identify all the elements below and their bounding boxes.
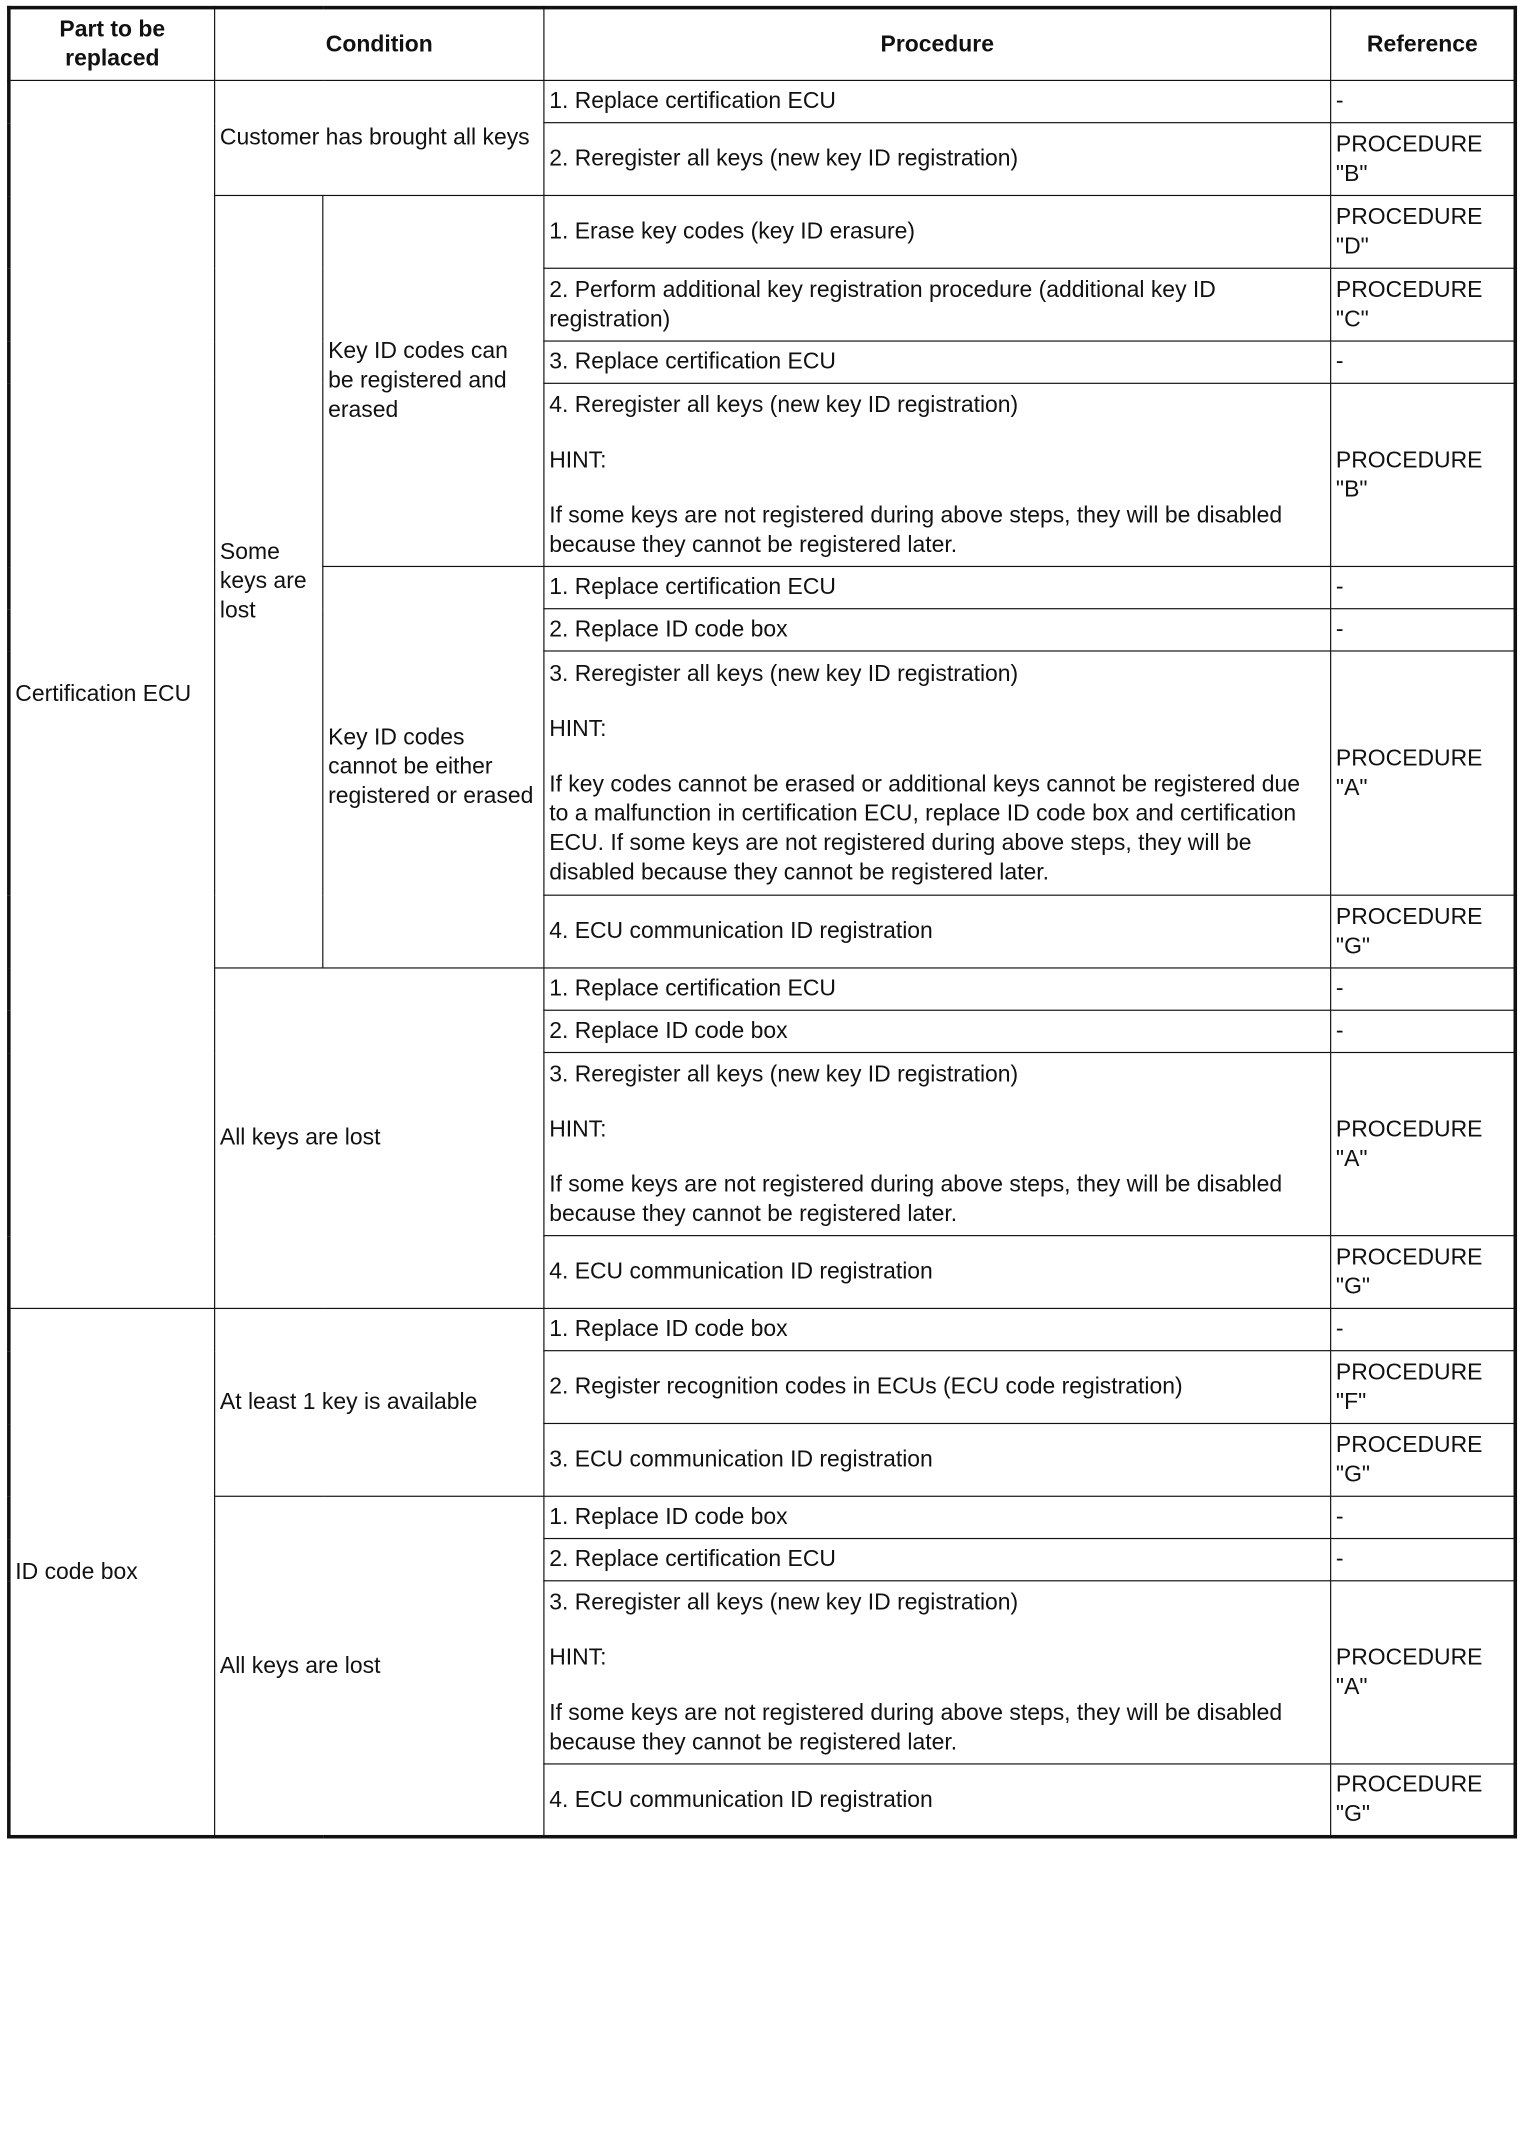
reference-cell: - bbox=[1331, 1496, 1516, 1538]
step-text: 4. Reregister all keys (new key ID registration) bbox=[549, 391, 1019, 418]
reference-cell: - bbox=[1331, 968, 1516, 1010]
hint-text: If key codes cannot be erased or additional keys cannot be registered due to a malfunction in certification ECU, replace ID code box and certification ECU. If some keys are not registered during above steps, they will be disabled because they cannot be registered later. bbox=[549, 770, 1301, 885]
reference-cell: - bbox=[1331, 1308, 1516, 1350]
reference-cell: PROCEDURE "A" bbox=[1331, 1581, 1516, 1764]
reference-cell: - bbox=[1331, 609, 1516, 651]
hint-label: HINT: bbox=[549, 446, 607, 473]
reference-cell: - bbox=[1331, 566, 1516, 608]
procedure-step: 2. Replace ID code box bbox=[544, 1010, 1331, 1052]
reference-cell: - bbox=[1331, 341, 1516, 383]
procedure-step: 4. ECU communication ID registration bbox=[544, 1764, 1331, 1837]
procedure-step: 1. Replace certification ECU bbox=[544, 566, 1331, 608]
procedure-step: 1. Replace ID code box bbox=[544, 1308, 1331, 1350]
hint-label: HINT: bbox=[549, 715, 607, 742]
table-row bbox=[9, 1496, 1515, 1538]
reference-cell: - bbox=[1331, 1010, 1516, 1052]
table-row bbox=[9, 968, 1515, 1010]
procedure-step: 3. Replace certification ECU bbox=[544, 341, 1331, 383]
condition-at-least-one-key: At least 1 key is available bbox=[215, 1308, 544, 1496]
condition-all-keys-lost-box: All keys are lost bbox=[215, 1496, 544, 1836]
procedure-step: 2. Reregister all keys (new key ID registration) bbox=[544, 123, 1331, 196]
reference-cell: PROCEDURE "A" bbox=[1331, 1052, 1516, 1235]
reference-cell: PROCEDURE "C" bbox=[1331, 268, 1516, 341]
procedure-step: 2. Perform additional key registration procedure (additional key ID registration) bbox=[544, 268, 1331, 341]
hint-text: If some keys are not registered during above steps, they will be disabled because they cannot be registered later. bbox=[549, 501, 1283, 558]
header-condition: Condition bbox=[215, 8, 544, 81]
reference-cell: PROCEDURE "G" bbox=[1331, 1236, 1516, 1309]
reference-cell: PROCEDURE "G" bbox=[1331, 1764, 1516, 1837]
step-text: 3. Reregister all keys (new key ID registration) bbox=[549, 1060, 1019, 1087]
procedure-step: 4. ECU communication ID registration bbox=[544, 895, 1331, 968]
procedure-step: 2. Replace certification ECU bbox=[544, 1539, 1331, 1581]
header-part: Part to be replaced bbox=[9, 8, 215, 81]
condition-some-keys-lost: Some keys are lost bbox=[215, 195, 323, 967]
reference-cell: PROCEDURE "B" bbox=[1331, 383, 1516, 566]
step-text: 3. Reregister all keys (new key ID registration) bbox=[549, 660, 1019, 687]
condition-customer-all-keys: Customer has brought all keys bbox=[215, 80, 544, 195]
table-row bbox=[9, 195, 1515, 268]
procedure-step: 2. Replace ID code box bbox=[544, 609, 1331, 651]
hint-text: If some keys are not registered during above steps, they will be disabled because they cannot be registered later. bbox=[549, 1699, 1283, 1755]
key-registration-table bbox=[7, 6, 1517, 1839]
header-reference: Reference bbox=[1331, 8, 1516, 81]
procedure-step: 1. Replace certification ECU bbox=[544, 968, 1331, 1010]
procedure-step: 1. Replace certification ECU bbox=[544, 80, 1331, 122]
procedure-step: 3. ECU communication ID registration bbox=[544, 1423, 1331, 1496]
condition-can-register: Key ID codes can be registered and erased bbox=[323, 195, 544, 566]
reference-cell: - bbox=[1331, 80, 1516, 122]
reference-cell: - bbox=[1331, 1539, 1516, 1581]
procedure-step: 4. ECU communication ID registration bbox=[544, 1236, 1331, 1309]
table-row bbox=[9, 1308, 1515, 1350]
hint-label: HINT: bbox=[549, 1115, 607, 1142]
condition-all-keys-lost: All keys are lost bbox=[215, 968, 544, 1308]
reference-cell: PROCEDURE "B" bbox=[1331, 123, 1516, 196]
procedure-step: 1. Replace ID code box bbox=[544, 1496, 1331, 1538]
part-id-code-box: ID code box bbox=[9, 1308, 215, 1836]
procedure-step-with-hint bbox=[544, 383, 1331, 566]
hint-text: If some keys are not registered during above steps, they will be disabled because they cannot be registered later. bbox=[549, 1171, 1283, 1227]
reference-cell: PROCEDURE "F" bbox=[1331, 1351, 1516, 1424]
procedure-step: 2. Register recognition codes in ECUs (ECU code registration) bbox=[544, 1351, 1331, 1424]
header-row bbox=[9, 8, 1515, 81]
table-row bbox=[9, 80, 1515, 122]
reference-cell: PROCEDURE "D" bbox=[1331, 195, 1516, 268]
procedure-step: 1. Erase key codes (key ID erasure) bbox=[544, 195, 1331, 268]
procedure-step-with-hint bbox=[544, 1581, 1331, 1764]
header-procedure: Procedure bbox=[544, 8, 1331, 81]
condition-cannot-register: Key ID codes cannot be either registered or erased bbox=[323, 566, 544, 968]
procedure-step-with-hint bbox=[544, 1052, 1331, 1235]
hint-label: HINT: bbox=[549, 1644, 607, 1671]
part-certification-ecu: Certification ECU bbox=[9, 80, 215, 1308]
procedure-step-with-hint bbox=[544, 651, 1331, 895]
reference-cell: PROCEDURE "A" bbox=[1331, 651, 1516, 895]
step-text: 3. Reregister all keys (new key ID registration) bbox=[549, 1589, 1019, 1615]
reference-cell: PROCEDURE "G" bbox=[1331, 1423, 1516, 1496]
reference-cell: PROCEDURE "G" bbox=[1331, 895, 1516, 968]
